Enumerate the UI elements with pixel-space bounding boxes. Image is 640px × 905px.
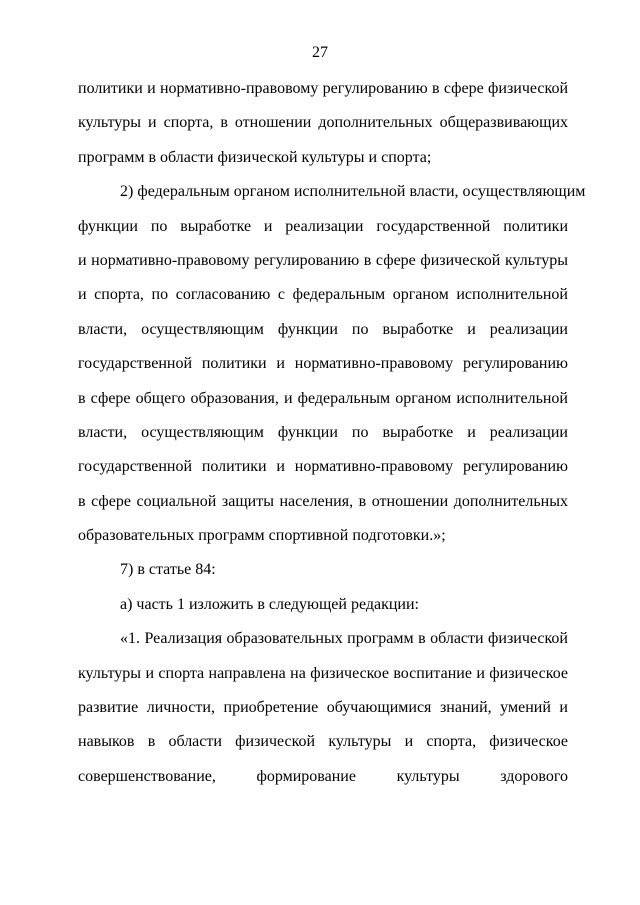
text-line: 2) федеральным органом исполнительной власти, осуществляющим: [120, 183, 586, 201]
text-line: культуры и спорта, в отношении дополнительных общеразвивающих: [78, 114, 568, 132]
text-line: образовательных программ спортивной подготовки.»;: [78, 527, 446, 545]
text-line: в сфере социальной защиты населения, в отношении дополнительных: [78, 492, 568, 510]
text-line: функции по выработке и реализации государственной политики: [78, 217, 568, 235]
text-line: «1. Реализация образовательных программ в области физической: [120, 630, 568, 648]
document-body: [78, 78, 586, 800]
text-line: политики и нормативно-правовому регулированию в сфере физической: [78, 80, 568, 97]
text-line: 7) в статье 84:: [120, 561, 216, 579]
text-line: навыков в области физической культуры и спорта, физическое: [78, 733, 568, 751]
text-line: а) часть 1 изложить в следующей редакции:: [120, 595, 419, 613]
text-line: совершенствование, формирование культуры здорового: [78, 767, 568, 785]
text-line: и спорта, по согласованию с федеральным органом исполнительной: [78, 286, 568, 304]
text-line: программ в области физической культуры и спорта;: [78, 148, 432, 166]
text-line: государственной политики и нормативно-правовому регулированию: [78, 355, 568, 373]
text-line: развитие личности, приобретение обучающимися знаний, умений и: [78, 699, 568, 717]
text-line: власти, осуществляющим функции по выработке и реализации: [78, 320, 568, 338]
text-line: государственной политики и нормативно-правовому регулированию: [78, 458, 568, 476]
text-line: культуры и спорта направлена на физическое воспитание и физическое: [78, 664, 568, 682]
page-number: 27: [312, 44, 328, 61]
text-line: и нормативно-правовому регулированию в сфере физической культуры: [78, 251, 568, 269]
text-line: власти, осуществляющим функции по выработке и реализации: [78, 423, 568, 441]
text-line: в сфере общего образования, и федеральным органом исполнительной: [78, 389, 568, 407]
